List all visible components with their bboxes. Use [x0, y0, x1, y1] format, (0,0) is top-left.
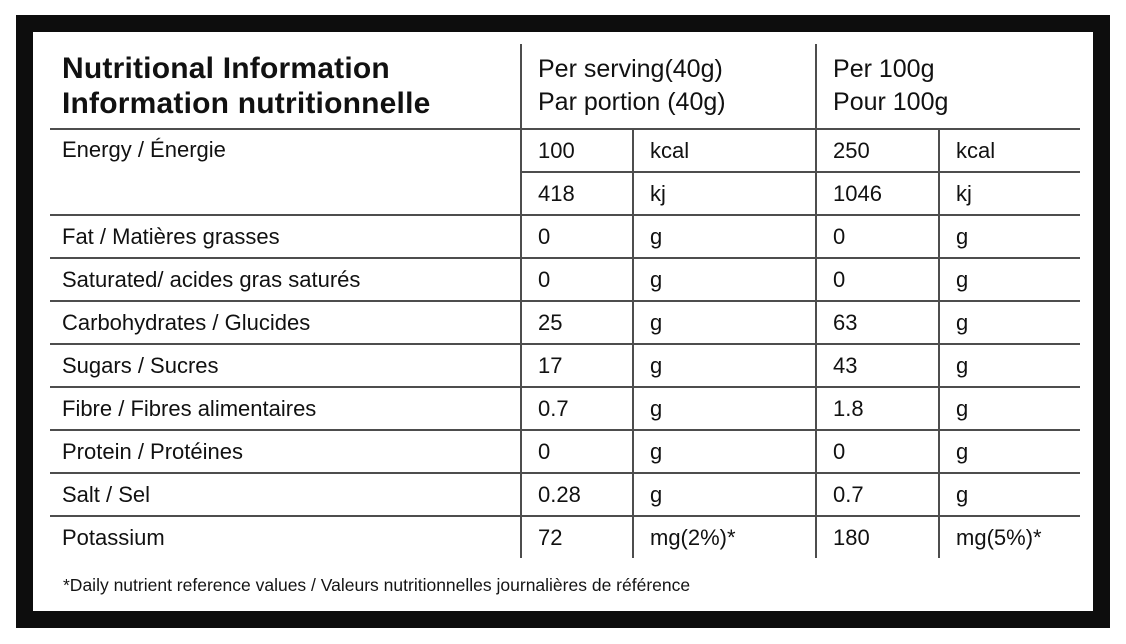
per100-value: 0.7 — [816, 473, 939, 516]
header-row — [50, 44, 1080, 129]
serving-value: 0 — [521, 215, 633, 258]
row-label: Salt / Sel — [50, 473, 521, 516]
header-col-per-serving — [521, 44, 816, 129]
header-col-per-100g — [816, 44, 1080, 129]
serving-value: 418 — [521, 172, 633, 215]
per100-value: 180 — [816, 516, 939, 558]
table-row-sugars — [50, 344, 1080, 387]
serving-unit: g — [633, 301, 816, 344]
per-serving-en: Per serving(40g) — [538, 55, 723, 83]
per100-unit: g — [939, 473, 1080, 516]
per100-value: 0 — [816, 215, 939, 258]
per-100g-fr: Pour 100g — [833, 88, 949, 116]
serving-unit: g — [633, 344, 816, 387]
per-serving-fr: Par portion (40g) — [538, 88, 726, 116]
serving-value: 0 — [521, 430, 633, 473]
serving-unit: kj — [633, 172, 816, 215]
footnote: *Daily nutrient reference values / Valeurs nutritionnelles journalières de référence — [63, 575, 691, 595]
per100-value: 1046 — [816, 172, 939, 215]
per-100g-en: Per 100g — [833, 55, 935, 83]
table-row-potassium — [50, 516, 1080, 558]
row-label: Fibre / Fibres alimentaires — [50, 387, 521, 430]
per100-value: 43 — [816, 344, 939, 387]
table-row-salt — [50, 473, 1080, 516]
table-row-carbohydrates — [50, 301, 1080, 344]
table-row-energy-kcal — [50, 129, 1080, 172]
table-row-protein — [50, 430, 1080, 473]
row-label: Sugars / Sucres — [50, 344, 521, 387]
serving-value: 100 — [521, 129, 633, 172]
per100-unit: g — [939, 387, 1080, 430]
serving-unit: g — [633, 258, 816, 301]
per100-unit: g — [939, 301, 1080, 344]
per100-unit: g — [939, 258, 1080, 301]
row-label: Saturated/ acides gras saturés — [50, 258, 521, 301]
title-fr: Information nutritionnelle — [62, 87, 431, 120]
per100-value: 1.8 — [816, 387, 939, 430]
serving-value: 0.28 — [521, 473, 633, 516]
per100-unit: g — [939, 215, 1080, 258]
per100-value: 250 — [816, 129, 939, 172]
per100-unit: g — [939, 430, 1080, 473]
serving-value: 72 — [521, 516, 633, 558]
nutrition-label — [33, 32, 1093, 596]
serving-unit: mg(2%)* — [633, 516, 816, 558]
per100-unit: kj — [939, 172, 1080, 215]
label-frame — [16, 15, 1110, 628]
serving-unit: g — [633, 387, 816, 430]
serving-unit: g — [633, 430, 816, 473]
per100-value: 0 — [816, 430, 939, 473]
serving-unit: g — [633, 473, 816, 516]
per100-value: 0 — [816, 258, 939, 301]
serving-value: 17 — [521, 344, 633, 387]
serving-unit: kcal — [633, 129, 816, 172]
per100-unit: kcal — [939, 129, 1080, 172]
per100-unit: g — [939, 344, 1080, 387]
nutrition-table — [50, 44, 1080, 558]
table-row-fibre — [50, 387, 1080, 430]
row-label: Protein / Protéines — [50, 430, 521, 473]
row-label: Energy / Énergie — [50, 129, 521, 215]
header-title — [50, 44, 521, 129]
table-row-saturated — [50, 258, 1080, 301]
row-label: Potassium — [50, 516, 521, 558]
table-row-fat — [50, 215, 1080, 258]
serving-value: 0 — [521, 258, 633, 301]
serving-value: 0.7 — [521, 387, 633, 430]
per100-value: 63 — [816, 301, 939, 344]
serving-value: 25 — [521, 301, 633, 344]
per100-unit: mg(5%)* — [939, 516, 1080, 558]
row-label: Carbohydrates / Glucides — [50, 301, 521, 344]
row-label: Fat / Matières grasses — [50, 215, 521, 258]
serving-unit: g — [633, 215, 816, 258]
title-en: Nutritional Information — [62, 52, 390, 85]
